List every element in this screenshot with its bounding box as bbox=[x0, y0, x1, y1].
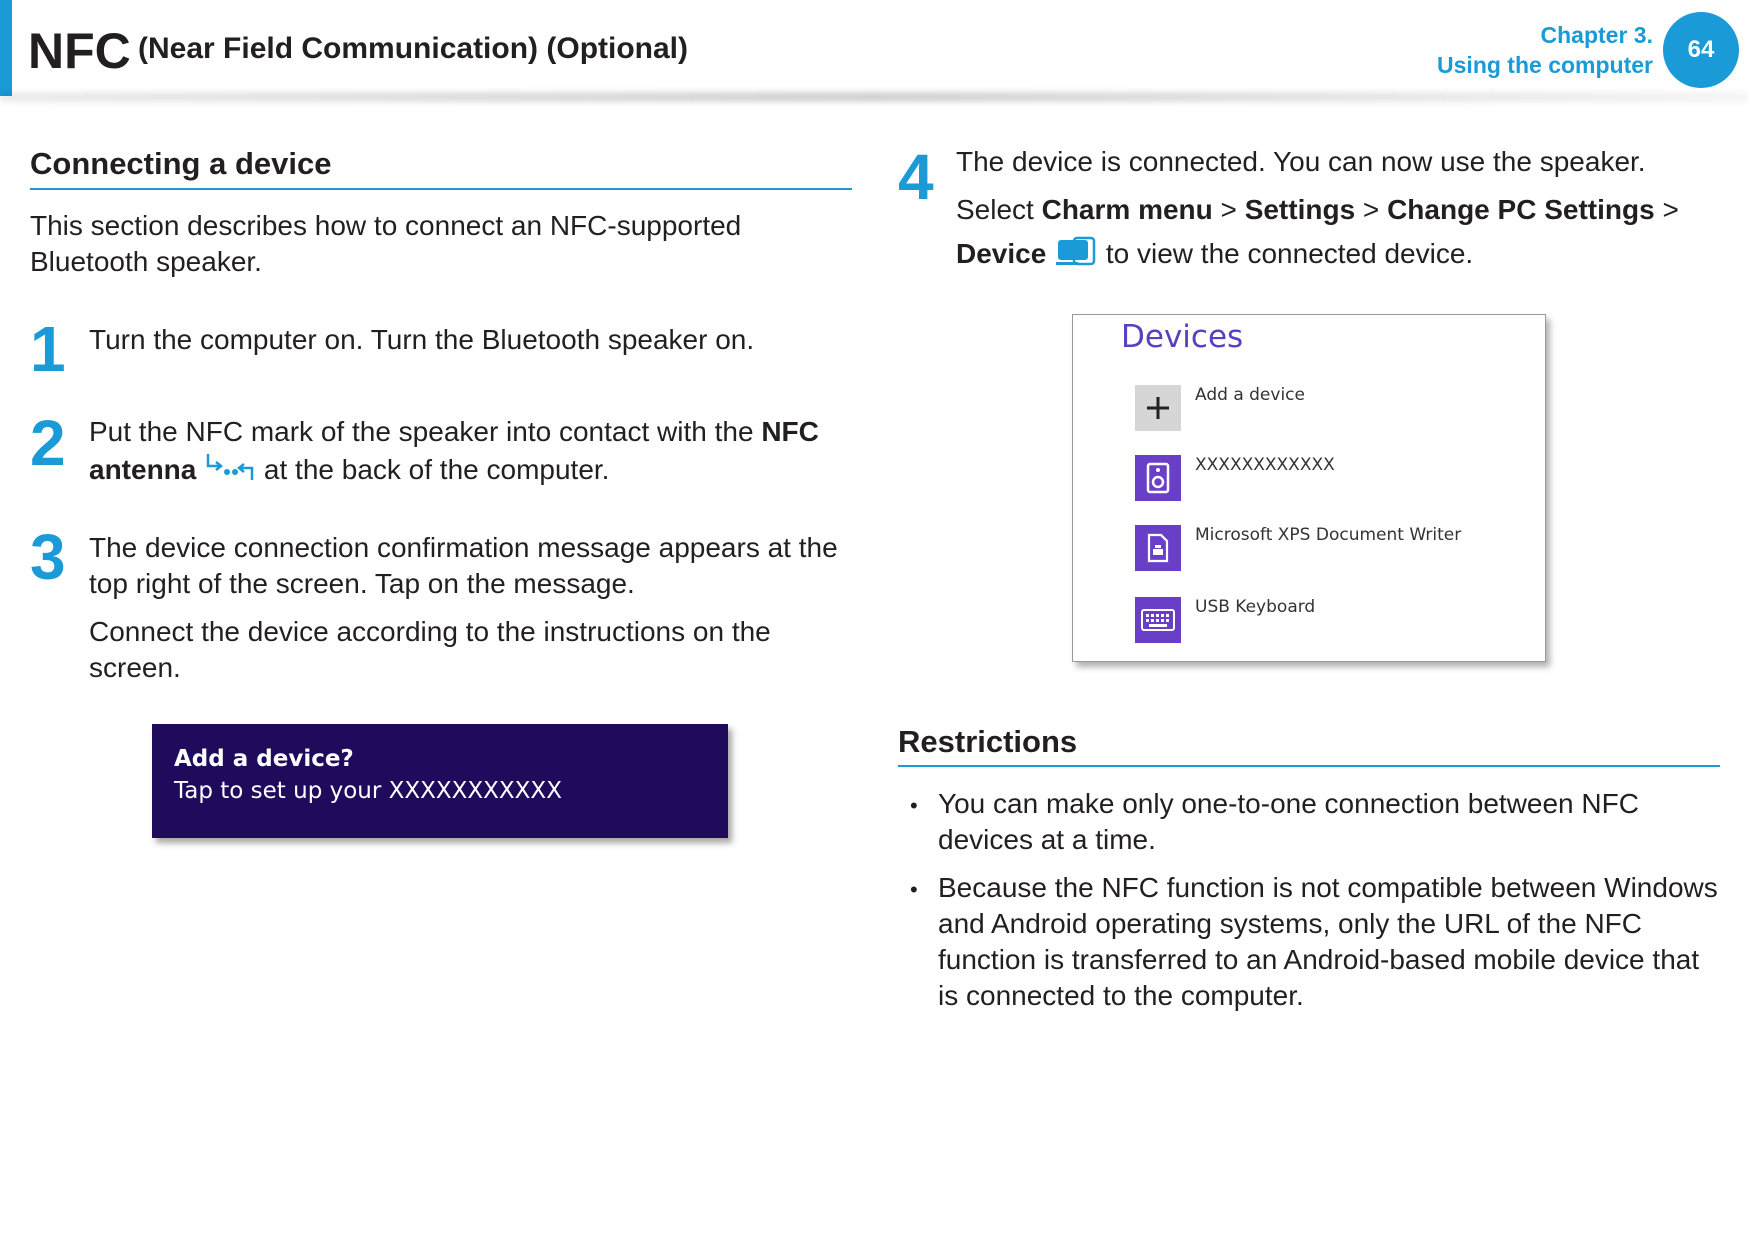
chapter-label bbox=[1437, 20, 1653, 80]
page-title: NFC bbox=[28, 23, 131, 79]
keyboard-icon bbox=[1135, 597, 1181, 643]
step-line: The device connection confirmation message appears at the bbox=[89, 532, 838, 563]
restriction-item bbox=[938, 786, 1639, 858]
charm-menu-label: Charm menu bbox=[1041, 194, 1213, 225]
restriction-line: Because the NFC function is not compatible between Windows bbox=[938, 872, 1718, 903]
step-text-bold: antenna bbox=[89, 453, 197, 485]
nfc-antenna-icon bbox=[204, 450, 256, 493]
page-number: 64 bbox=[1663, 12, 1739, 88]
step-line: screen. bbox=[89, 652, 181, 683]
step-text bbox=[89, 530, 838, 686]
restriction-line: function is transferred to an Android-based mobile device that bbox=[938, 944, 1700, 975]
device-item-keyboard[interactable] bbox=[1135, 597, 1315, 643]
speaker-icon bbox=[1135, 455, 1181, 501]
device-item-label: USB Keyboard bbox=[1195, 597, 1316, 617]
header-accent-bar bbox=[0, 0, 12, 96]
device-item-label: Microsoft XPS Document Writer bbox=[1195, 525, 1462, 545]
devices-title: Devices bbox=[1121, 319, 1244, 355]
step-text-part: at the back of the computer. bbox=[256, 453, 610, 485]
section-rule bbox=[30, 188, 852, 190]
restriction-line: You can make only one-to-one connection between NFC bbox=[938, 788, 1639, 819]
step-text-part: to view the connected device. bbox=[1105, 237, 1474, 269]
section-rule bbox=[898, 765, 1720, 767]
step-text bbox=[89, 414, 819, 493]
step-text-part: Select bbox=[956, 194, 1042, 225]
plus-icon bbox=[1135, 385, 1181, 431]
step-text bbox=[956, 144, 1679, 277]
intro-line: This section describes how to connect an NFC-supported bbox=[30, 210, 742, 241]
step-line: top right of the screen. Tap on the message. bbox=[89, 568, 635, 599]
chapter-title: Using the computer bbox=[1437, 52, 1653, 78]
separator: > bbox=[1355, 194, 1388, 225]
change-pc-settings-label: Change PC Settings bbox=[1387, 194, 1655, 225]
restriction-line: devices at a time. bbox=[938, 824, 1156, 855]
step-line: The device is connected. You can now use the speaker. bbox=[956, 146, 1646, 177]
device-item-label: XXXXXXXXXXXX bbox=[1195, 455, 1335, 475]
page-subtitle: (Near Field Communication) (Optional) bbox=[138, 32, 689, 65]
printer-icon bbox=[1135, 525, 1181, 571]
device-item-xps[interactable] bbox=[1135, 525, 1461, 571]
separator: > bbox=[1212, 194, 1245, 225]
step-number: 3 bbox=[30, 521, 66, 593]
step-line: Connect the device according to the instructions on the bbox=[89, 616, 771, 647]
header-divider bbox=[0, 92, 1749, 102]
step-text: Turn the computer on. Turn the Bluetooth speaker on. bbox=[89, 324, 755, 355]
devices-panel bbox=[1072, 314, 1546, 662]
chapter-number: Chapter 3. bbox=[1540, 22, 1653, 48]
device-icon bbox=[1054, 234, 1098, 277]
restriction-item bbox=[938, 870, 1718, 1014]
bullet-marker: • bbox=[910, 877, 918, 902]
notification-message: Tap to set up your XXXXXXXXXXX bbox=[174, 778, 562, 804]
restriction-line: and Android operating systems, only the URL of the NFC bbox=[938, 908, 1642, 939]
device-item-label: Add a device bbox=[1195, 385, 1305, 405]
step-number: 2 bbox=[30, 407, 66, 479]
step-text-bold: NFC bbox=[761, 416, 819, 447]
intro-text bbox=[30, 208, 741, 280]
device-item-add[interactable] bbox=[1135, 385, 1305, 431]
device-item-speaker[interactable] bbox=[1135, 455, 1335, 501]
separator: > bbox=[1654, 194, 1679, 225]
device-label: Device bbox=[956, 237, 1047, 269]
settings-label: Settings bbox=[1244, 194, 1356, 225]
section-title-connecting: Connecting a device bbox=[30, 146, 332, 181]
step-text-part: Put the NFC mark of the speaker into contact with the bbox=[89, 416, 762, 447]
step-number: 4 bbox=[898, 141, 934, 213]
bullet-marker: • bbox=[910, 793, 918, 818]
notification-title: Add a device? bbox=[174, 746, 354, 772]
step-number: 1 bbox=[30, 313, 66, 385]
intro-line: Bluetooth speaker. bbox=[30, 246, 262, 277]
restriction-line: is connected to the computer. bbox=[938, 980, 1304, 1011]
add-device-notification[interactable] bbox=[152, 724, 728, 838]
section-title-restrictions: Restrictions bbox=[898, 724, 1078, 759]
